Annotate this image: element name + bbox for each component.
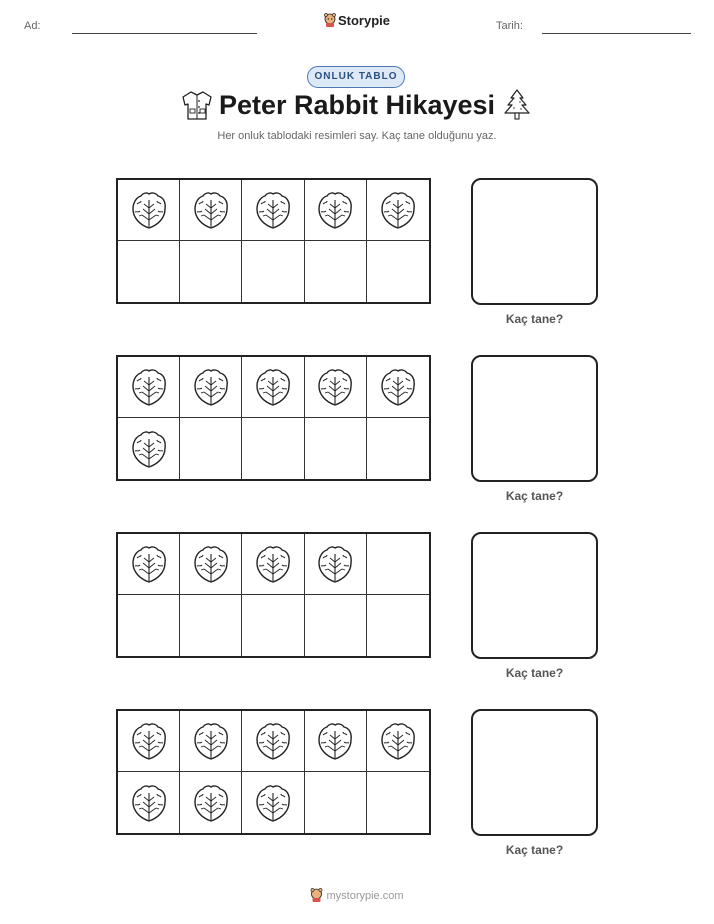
ten-frame-cell — [305, 772, 367, 833]
ten-frame-cell — [367, 180, 429, 241]
lettuce-icon — [252, 366, 294, 408]
answer-label: Kaç tane? — [505, 312, 564, 326]
brand — [0, 13, 714, 28]
ten-frame-cell — [242, 595, 304, 656]
ten-frame-cell — [118, 772, 180, 833]
answer-label: Kaç tane? — [505, 666, 564, 680]
ten-frame — [116, 532, 431, 658]
ten-frame-cell — [180, 711, 242, 772]
lettuce-icon — [128, 543, 170, 585]
ten-frame-cell — [180, 180, 242, 241]
instructions: Her onluk tablodaki resimleri say. Kaç tane olduğunu yaz. — [217, 130, 497, 142]
lettuce-icon — [252, 782, 294, 824]
answer-box[interactable] — [471, 355, 598, 482]
ten-frame-cell — [367, 772, 429, 833]
answer-label: Kaç tane? — [505, 843, 564, 857]
answer-box[interactable] — [471, 709, 598, 836]
ten-frame-cell — [118, 241, 180, 302]
lettuce-icon — [252, 189, 294, 231]
ten-frame-cell — [367, 711, 429, 772]
ten-frame-cell — [305, 418, 367, 479]
ten-frame-cell — [180, 534, 242, 595]
name-line[interactable] — [72, 33, 257, 34]
lettuce-icon — [128, 720, 170, 762]
lettuce-icon — [190, 720, 232, 762]
ten-frame-cell — [305, 534, 367, 595]
ten-frame-cell — [180, 772, 242, 833]
lettuce-icon — [377, 366, 419, 408]
ten-frame-cell — [367, 534, 429, 595]
pine-tree-icon — [500, 88, 534, 122]
answer-label: Kaç tane? — [505, 489, 564, 503]
ten-frame-cell — [242, 772, 304, 833]
ten-frame — [116, 178, 431, 304]
ten-frame-cell — [118, 180, 180, 241]
worksheet-type-badge: ONLUK TABLO — [307, 66, 405, 88]
lettuce-icon — [252, 720, 294, 762]
lettuce-icon — [190, 543, 232, 585]
storypie-logo-icon — [324, 13, 336, 27]
lettuce-icon — [128, 366, 170, 408]
lettuce-icon — [128, 189, 170, 231]
date-label: Tarih: — [496, 20, 523, 32]
lettuce-icon — [377, 189, 419, 231]
ten-frame-cell — [180, 595, 242, 656]
answer-box[interactable] — [471, 178, 598, 305]
lettuce-icon — [190, 189, 232, 231]
ten-frame-cell — [242, 241, 304, 302]
lettuce-icon — [314, 366, 356, 408]
brand-name: Storypie — [337, 13, 390, 28]
ten-frame-cell — [242, 418, 304, 479]
footer-url[interactable]: mystorypie.com — [326, 890, 404, 902]
ten-frame-cell — [242, 534, 304, 595]
ten-frame-cell — [242, 711, 304, 772]
storypie-footer-logo-icon — [310, 888, 323, 902]
ten-frame-cell — [180, 418, 242, 479]
lettuce-icon — [314, 189, 356, 231]
ten-frame-cell — [118, 418, 180, 479]
lettuce-icon — [190, 366, 232, 408]
ten-frame-cell — [118, 595, 180, 656]
footer — [0, 888, 714, 902]
ten-frame-cell — [367, 357, 429, 418]
lettuce-icon — [377, 720, 419, 762]
ten-frame-cell — [305, 180, 367, 241]
lettuce-icon — [128, 428, 170, 470]
answer-box[interactable] — [471, 532, 598, 659]
lettuce-icon — [190, 782, 232, 824]
ten-frame — [116, 709, 431, 835]
ten-frame-cell — [242, 180, 304, 241]
ten-frame-cell — [118, 534, 180, 595]
ten-frame-cell — [118, 357, 180, 418]
ten-frame-cell — [367, 241, 429, 302]
ten-frame-cell — [305, 711, 367, 772]
ten-frame-cell — [180, 357, 242, 418]
lettuce-icon — [314, 543, 356, 585]
name-label: Ad: — [24, 20, 41, 32]
ten-frame-cell — [367, 418, 429, 479]
date-line[interactable] — [542, 33, 691, 34]
ten-frame-cell — [367, 595, 429, 656]
ten-frame-cell — [180, 241, 242, 302]
ten-frame — [116, 355, 431, 481]
page-title: Peter Rabbit Hikayesi — [218, 90, 496, 120]
ten-frame-cell — [242, 357, 304, 418]
ten-frame-cell — [305, 241, 367, 302]
ten-frame-cell — [118, 711, 180, 772]
ten-frame-cell — [305, 357, 367, 418]
lettuce-icon — [252, 543, 294, 585]
ten-frame-cell — [305, 595, 367, 656]
lettuce-icon — [314, 720, 356, 762]
lettuce-icon — [128, 782, 170, 824]
